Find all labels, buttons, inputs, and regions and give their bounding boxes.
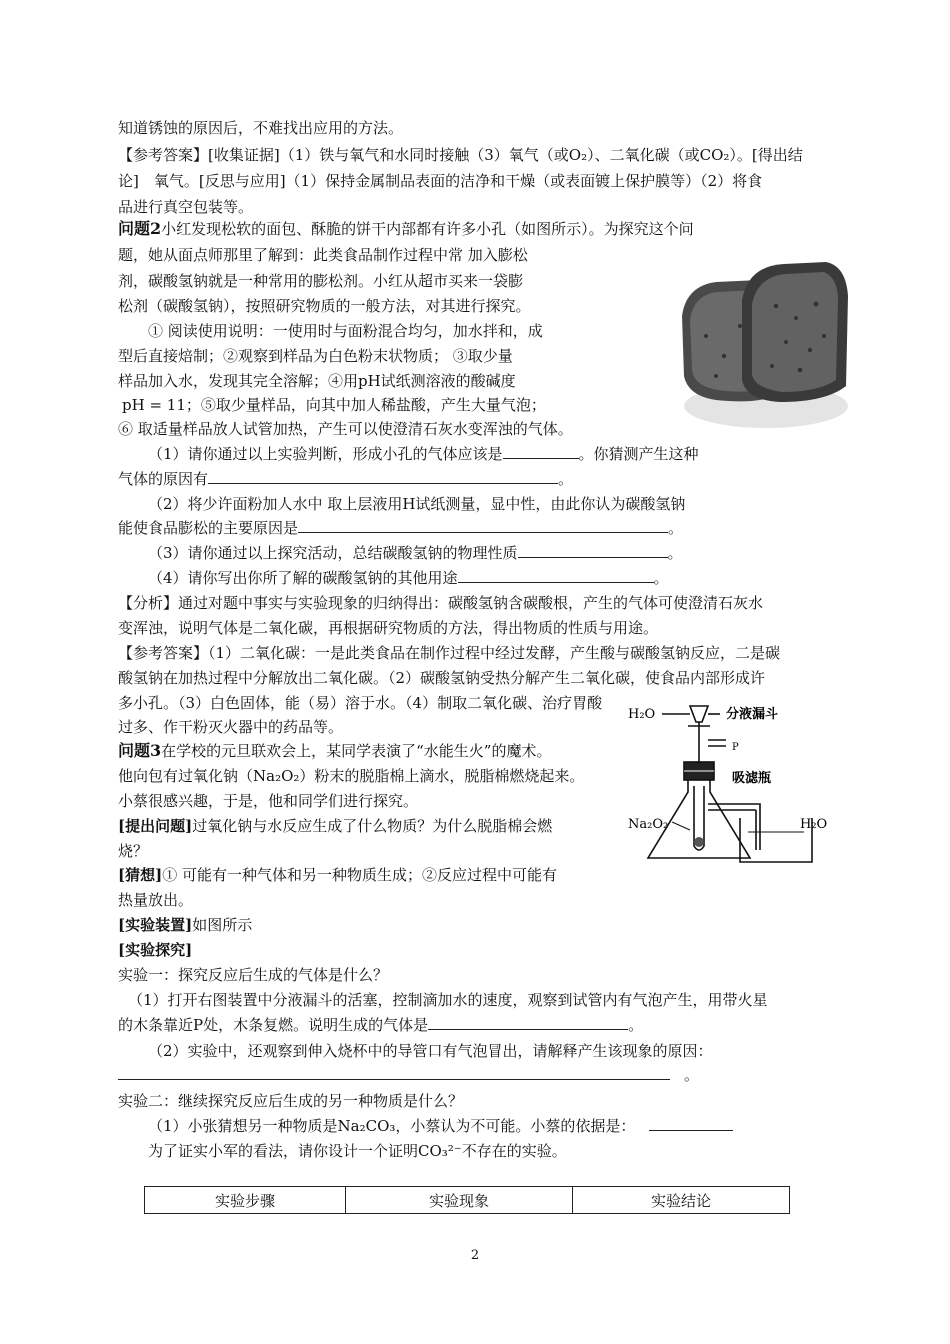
table-header-cell: 实验结论 — [573, 1187, 790, 1214]
text-span: 。你猜测产生这种 — [578, 445, 699, 463]
text-span: 过氧化钠与水反应生成了什么物质？为什么脱脂棉会燃 — [192, 817, 553, 835]
label-funnel: 分液漏斗 — [726, 707, 779, 722]
text-line: 热量放出。 — [118, 891, 194, 909]
answer-blank[interactable] — [208, 469, 558, 484]
table-header-row — [145, 1187, 790, 1214]
label-p: P — [732, 742, 739, 753]
section-label: [实验装置] — [118, 916, 193, 934]
text-line: 【分析】通过对题中事实与实验现象的归纳得出：碳酸氢钠含碳酸根，产生的气体可使澄清石灰水 — [118, 594, 764, 612]
text-line — [118, 517, 683, 539]
text-line — [118, 815, 552, 837]
text-span: （3）请你通过以上探究活动，总结碳酸氢钠的物理性质 — [148, 544, 518, 562]
bread-photo — [676, 246, 852, 434]
text-span: 。 — [667, 544, 683, 562]
text-span: 。 — [668, 519, 684, 537]
text-line: 过多、作干粉灭火器中的药品等。 — [118, 718, 344, 736]
text-line — [118, 740, 551, 762]
text-line: 松剂（碳酸氢钠），按照研究物质的一般方法，对其进行探究。 — [118, 297, 531, 315]
text-line: pH = 11；⑤取少量样品，向其中加人稀盐酸，产生大量气泡； — [122, 396, 546, 414]
text-line — [118, 914, 252, 936]
text-line — [118, 218, 694, 240]
text-span: 气体的原因有 — [118, 470, 209, 488]
text-line — [118, 864, 557, 886]
text-line: 型后直接焙制；②观察到样品为白色粉末状物质； ③取少量 — [118, 347, 513, 365]
label-h2o-top: H₂O — [628, 707, 656, 722]
answer-blank[interactable] — [503, 444, 579, 459]
text-line: 变浑浊，说明气体是二氧化碳，再根据研究物质的方法，得出物质的性质与用途。 — [118, 619, 659, 637]
text-span: （1）小张猜想另一种物质是Na₂CO₃，小蔡认为不可能。小蔡的依据是： — [148, 1117, 636, 1135]
section-label: [猜想] — [118, 866, 163, 884]
text-line: 【参考答案】（1）二氧化碳：一是此类食品在制作过程中经过发酵，产生酸与碳酸氢钠反应，二是碳 — [118, 644, 781, 662]
label-flask: 吸滤瓶 — [732, 771, 772, 786]
table-header-cell: 实验步骤 — [145, 1187, 346, 1214]
experiment-table — [144, 1186, 790, 1214]
text-line: （2）实验中，还观察到伸入烧杯中的导管口有气泡冒出，请解释产生该现象的原因： — [148, 1042, 713, 1060]
text-line: 实验一：探究反应后生成的气体是什么？ — [118, 966, 389, 984]
question-3-heading: 问题3 — [118, 741, 162, 760]
text-span: 。 — [684, 1066, 700, 1084]
text-line — [118, 1064, 699, 1086]
text-line — [118, 1014, 643, 1036]
text-line — [118, 939, 192, 961]
text-line: 剂，碳酸氢钠就是一种常用的膨松剂。小红从超市买来一袋膨 — [118, 272, 524, 290]
text-line: ① 阅读使用说明：一使用时与面粉混合均匀，加水拌和，成 — [148, 322, 543, 340]
answer-blank[interactable] — [649, 1116, 733, 1131]
question-2-heading: 问题2 — [118, 219, 162, 238]
text-span: 的木条靠近P处，木条复燃。说明生成的气体是 — [118, 1016, 429, 1034]
section-label: [提出问题] — [118, 817, 193, 835]
text-span: 在学校的元旦联欢会上，某同学表演了“水能生火”的魔术。 — [161, 742, 552, 760]
answer-blank[interactable] — [118, 1065, 670, 1080]
text-line: 为了证实小军的看法，请你设计一个证明CO₃²⁻不存在的实验。 — [148, 1142, 567, 1160]
text-line — [118, 468, 573, 490]
text-span: 。 — [653, 569, 669, 587]
text-span: 。 — [628, 1016, 644, 1034]
text-line: 样品加入水，发现其完全溶解；④用pH试纸测溶液的酸碱度 — [118, 372, 516, 390]
text-span: 。 — [558, 470, 574, 488]
text-line: 他向包有过氧化钠（Na₂O₂）粉末的脱脂棉上滴水，脱脂棉燃烧起来。 — [118, 767, 585, 785]
text-line: 题，她从面点师那里了解到：此类食品制作过程中常 加入膨松 — [118, 246, 528, 264]
text-line: 酸氢钠在加热过程中分解放出二氧化碳。（2）碳酸氢钠受热分解产生二氧化碳，使食品内部形成许 — [118, 669, 766, 687]
text-line — [148, 567, 669, 589]
text-line: 品进行真空包装等。 — [118, 198, 254, 216]
text-line: （2）将少许面粉加人水中 取上层液用H试纸测量，显中性，由此你认为碳酸氢钠 — [148, 495, 686, 513]
text-line: 【参考答案】[收集证据]（1）铁与氧气和水同时接触（3）氧气（或O₂）、二氧化碳（或CO₂）。[得出结 — [118, 146, 803, 164]
label-h2o-right: H₂O — [800, 817, 828, 832]
table-header-cell: 实验现象 — [346, 1187, 573, 1214]
answer-blank[interactable] — [458, 568, 654, 583]
answer-blank[interactable] — [518, 543, 668, 558]
section-label: [实验探究] — [118, 941, 193, 959]
text-line — [148, 443, 699, 465]
apparatus-diagram — [628, 700, 840, 868]
text-span: ① 可能有一种气体和另一种物质生成；②反应过程中可能有 — [162, 866, 557, 884]
text-span: 小红发现松软的面包、酥脆的饼干内部都有许多小孔（如图所示）。为探究这个问 — [161, 220, 694, 238]
label-na2o2: Na₂O₂ — [628, 817, 669, 832]
text-span: （1）请你通过以上实验判断，形成小孔的气体应该是 — [148, 445, 503, 463]
text-span: 如图所示 — [192, 916, 253, 934]
text-line: 小蔡很感兴趣，于是，他和同学们进行探究。 — [118, 792, 419, 810]
answer-blank[interactable] — [298, 518, 668, 533]
page-number: 2 — [470, 1248, 480, 1263]
text-line: （1）打开右图装置中分液漏斗的活塞，控制滴加水的速度，观察到试管内有气泡产生，用带火星 — [128, 991, 768, 1009]
text-span: 能使食品膨松的主要原因是 — [118, 519, 299, 537]
text-line: ⑥ 取适量样品放人试管加热，产生可以使澄清石灰水变浑浊的气体。 — [118, 420, 573, 438]
text-line: 多小孔。（3）白色固体，能（易）溶于水。（4）制取二氧化碳、治疗胃酸 — [118, 694, 603, 712]
text-line: 论] 氧气。[反思与应用]（1）保持金属制品表面的洁净和干燥（或表面镀上保护膜等）（2）将食 — [118, 172, 763, 190]
text-line: 实验二：继续探究反应后生成的另一种物质是什么？ — [118, 1092, 464, 1110]
answer-blank[interactable] — [428, 1015, 628, 1030]
text-span: （4）请你写出你所了解的碳酸氢钠的其他用途 — [148, 569, 458, 587]
text-line: 烧？ — [118, 842, 149, 860]
text-line — [148, 542, 683, 564]
text-line — [148, 1115, 733, 1137]
text-line: 知道锈蚀的原因后，不难找出应用的方法。 — [118, 119, 404, 137]
